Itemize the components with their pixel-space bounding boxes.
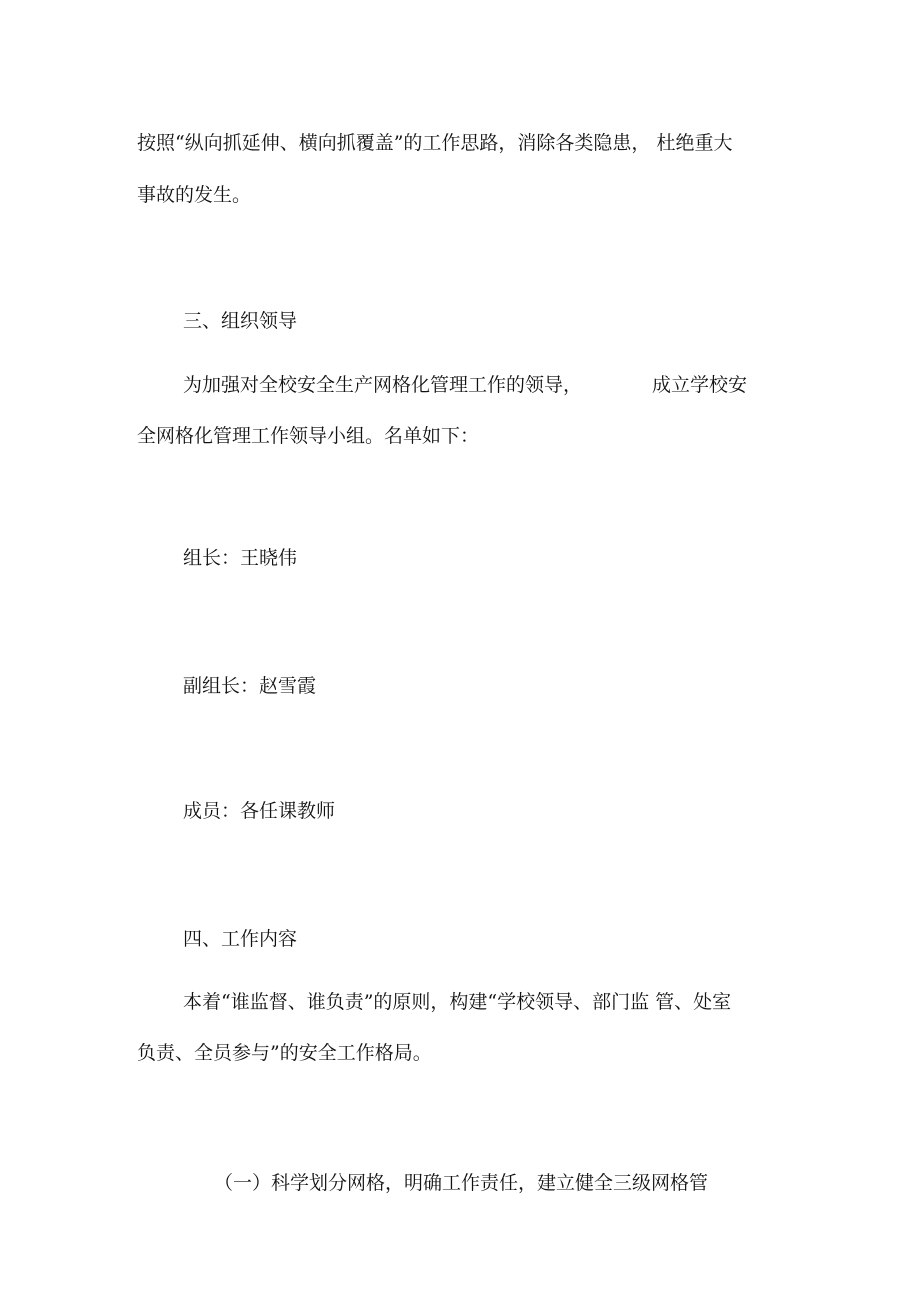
- section-3-heading: 三、组织领导: [183, 310, 298, 332]
- section-4-paragraph-line-2: 负责、全员参与”的安全工作格局。: [137, 1042, 432, 1064]
- section-3-paragraph-line-1: [183, 373, 747, 397]
- group-members: 成员：各任课教师: [183, 800, 336, 822]
- intro-line-2: 事故的发生。: [137, 184, 252, 206]
- deputy-group-leader: 副组长：赵雪霞: [183, 675, 317, 697]
- section-3-paragraph-line-2: 全网格化管理工作领导小组。名单如下：: [137, 425, 480, 447]
- group-leader: 组长：王晓伟: [183, 547, 298, 569]
- intro-line-1: 按照“纵向抓延伸、横向抓覆盖”的工作思路，消除各类隐患， 杜绝重大: [137, 132, 733, 154]
- section-4-paragraph-line-1: 本着“谁监督、谁负责”的原则，构建“学校领导、部门监 管、处室: [183, 991, 732, 1013]
- section-3-paragraph-line-1-part-b: 成立学校安: [652, 374, 748, 396]
- section-4-heading: 四、工作内容: [183, 928, 298, 950]
- section-4-subheading: （一）科学划分网格，明确工作责任，建立健全三级网格管: [214, 1172, 709, 1194]
- section-3-paragraph-line-1-part-a: 为加强对全校安全生产网格化管理工作的领导，: [183, 374, 583, 396]
